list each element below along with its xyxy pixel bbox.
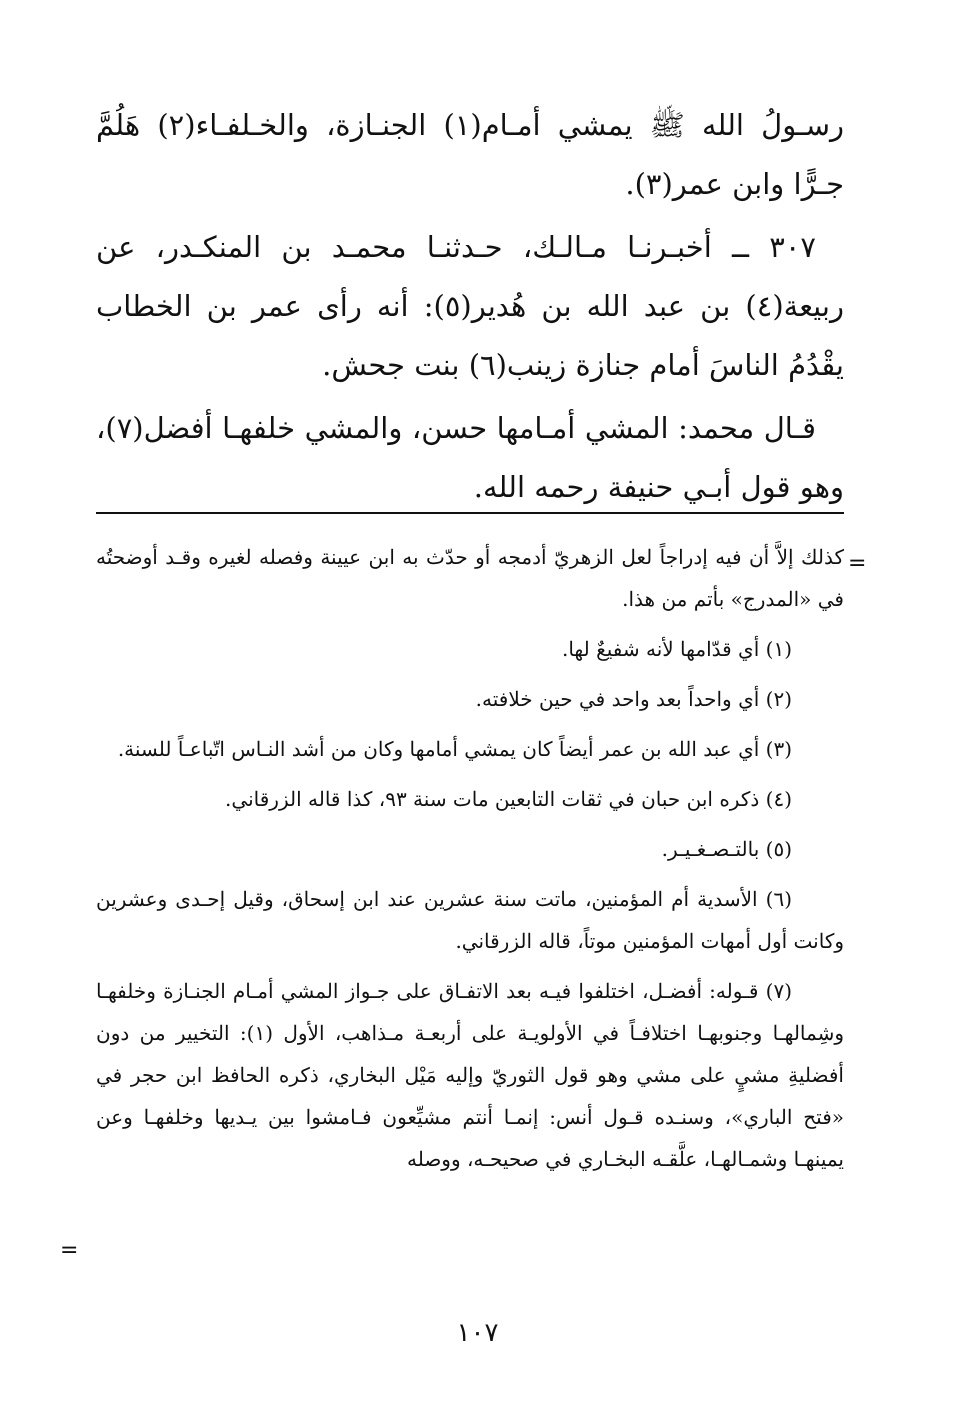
page-number: ١٠٧ [456,1318,499,1348]
footnote-1: (١) أي قدّامها لأنه شفيعٌ لها. [561,637,792,661]
footnote-continuation: كذلك إلاَّ أن فيه إدراجاً لعل الزهريّ أدمجه أو حدّث به ابن عيينة وفصله لغيره وقـد أوضحتُه في «المدرج» بأتم من هذا. [96,545,844,611]
footnote-7: (٧) قـوله: أفضـل، اختلفوا فيـه بعد الاتفـاق على جـواز المشي أمـام الجنـازة وخلفهـا وشِمالهـا وجنوبهـا اختلافـاً في الأولويـة على أربعـة مـذاهب، الأول (١): التخيير من دون أفضليةِ مشيٍ على مشي وهو قول الثوريّ وإليه مَيْل البخاري، ذكره الحافظ ابن حجر في «فتح الباري»، وسنـده قـول أنس: إنمـا أنتم مشيِّعون فـامشوا بين يـديها وخلفهـا وعن يمينهـا وشمـالهـا، علَّقـه البخـاري في صحيحـه، ووصله [96,979,844,1171]
main-text [96,96,844,521]
continuation-mark-bottom: = [60,1238,79,1263]
footnote-divider [96,512,844,514]
footnote-2: (٢) أي واحداً بعد واحد في حين خلافته. [475,687,792,711]
main-paragraph-1: رسـولُ الله ﷺ يمشي أمـام(١) الجنـازة، والخـلفـاء(٢) هَلُمَّ جـرًّا وابن عمر(٣). [96,108,844,201]
hadith-paragraph-307: ٣٠٧ ــ أخبـرنـا مـالـك، حـدثنـا محمـد بن المنكـدر، عن ربيعة(٤) بن عبد الله بن هُدير(٥): أنه رأى عمر بن الخطاب يقْدُمُ الناسَ أمام جنازة زينب(٦) بنت جحش. [96,230,845,382]
footnote-4: (٤) ذكره ابن حبان في ثقات التابعين مات سنة ٩٣، كذا قاله الزرقاني. [225,787,792,811]
footnote-3: (٣) أي عبد الله بن عمر أيضاً كان يمشي أمامها وكان من أشد النـاس اتّباعـاً للسنة. [117,737,792,761]
footnotes [96,536,844,1188]
commentary-paragraph: قـال محمد: المشي أمـامها حسن، والمشي خلفهـا أفضل(٧)، وهو قول أبـي حنيفة رحمه الله. [96,411,844,504]
footnote-5: (٥) بالتـصـغـيـر. [661,837,792,861]
continuation-mark-top: = [848,551,867,576]
footnote-6: (٦) الأسدية أم المؤمنين، ماتت سنة عشرين عند ابن إسحاق، وقيل إحـدى وعشرين وكانت أول أمهات المؤمنين موتاً، قاله الزرقاني. [96,887,844,953]
